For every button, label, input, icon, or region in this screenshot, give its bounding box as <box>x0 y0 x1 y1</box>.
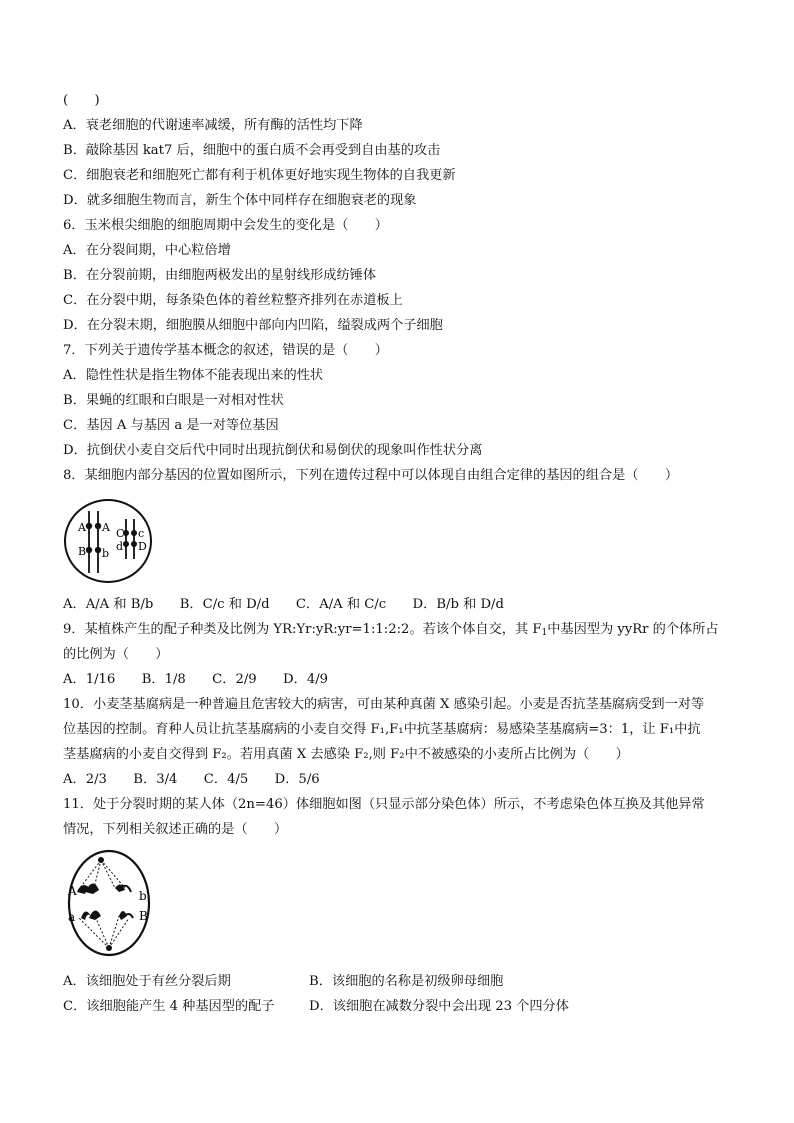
q10-stem-line2: 位基因的控制。育种人员让抗茎基腐病的小麦自交得 F₁,F₁中抗茎基腐病：易感染茎基腐病=3：1，让 F₁中抗 <box>63 722 701 737</box>
q11-options-row2 <box>63 995 569 1014</box>
q5-option-d: D．就多细胞生物而言，新生个体中同样存在细胞衰老的现象 <box>63 193 417 208</box>
q8-options: A．A/A 和 B/b B．C/c 和 D/d C．A/A 和 C/c D．B/b 和 D/d <box>63 597 504 612</box>
q7-option-a: A．隐性性状是指生物体不能表现出来的性状 <box>63 368 324 383</box>
q7-option-b: B．果蝇的红眼和白眼是一对相对性状 <box>63 393 284 408</box>
q11-option-b: B．该细胞的名称是初级卵母细胞 <box>309 974 504 989</box>
q6-stem: 6．玉米根尖细胞的细胞周期中会发生的变化是（ ） <box>63 218 388 233</box>
q5-option-b: B．敲除基因 kat7 后，细胞中的蛋白质不会再受到自由基的攻击 <box>63 143 441 158</box>
fig11-label-A: A <box>68 884 77 898</box>
fig8-label-D: D <box>138 540 147 553</box>
q6-option-a: A．在分裂间期，中心粒倍增 <box>63 243 231 258</box>
q7-option-c: C．基因 A 与基因 a 是一对等位基因 <box>63 418 279 433</box>
q9-stem-line1: 9．某植株产生的配子种类及比例为 YR:Yr:yR:yr=1:1:2:2。若该个体自交，其 $F_1$中基因型为 yyRr 的个体所占 <box>63 622 719 638</box>
q5-option-c: C．细胞衰老和细胞死亡都有利于机体更好地实现生物体的自我更新 <box>63 168 456 183</box>
q11-option-d: D．该细胞在减数分裂中会出现 23 个四分体 <box>309 999 569 1014</box>
fig11-label-b: b <box>139 889 147 903</box>
q7-option-d: D．抗倒伏小麦自交后代中同时出现抗倒伏和易倒伏的现象叫作性状分离 <box>63 443 483 458</box>
fig8-label-C: C <box>116 527 125 540</box>
q11-stem-line2: 情况，下列相关叙述正确的是（ ） <box>63 822 288 837</box>
q11-options-row1 <box>63 970 503 989</box>
fig8-label-c: c <box>138 527 145 540</box>
q6-option-c: C．在分裂中期，每条染色体的着丝粒整齐排列在赤道板上 <box>63 293 403 308</box>
fig8-label-b: b <box>102 547 110 560</box>
fig8-label-d: d <box>116 540 124 553</box>
fig8-label-A1: A <box>78 521 86 534</box>
q5-option-a: A．衰老细胞的代谢速率减缓，所有酶的活性均下降 <box>63 118 363 133</box>
q6-option-d: D．在分裂末期，细胞膜从细胞中部向内凹陷，缢裂成两个子细胞 <box>63 318 443 333</box>
q11-stem-line1: 11．处于分裂时期的某人体（2n=46）体细胞如图（只显示部分染色体）所示，不考虑染色体互换及其他异常 <box>63 797 705 812</box>
fig8-label-A2: A <box>102 521 110 534</box>
q10-stem-line3: 茎基腐病的小麦自交得到 F₂。若用真菌 X 去感染 F₂,则 F₂中不被感染的小麦所占比例为（ ） <box>63 747 629 762</box>
q11-cell-figure <box>63 848 159 958</box>
q9-stem-line2: 的比例为（ ） <box>63 647 169 662</box>
q11-option-a: A．该细胞处于有丝分裂后期 <box>63 974 231 989</box>
q8-stem: 8．某细胞内部分基因的位置如图所示，下列在遗传过程中可以体现自由组合定律的基因的组合是（ ） <box>63 468 679 483</box>
q10-options: A．2/3 B．3/4 C．4/5 D．5/6 <box>63 772 320 787</box>
paren-line: ( ) <box>63 93 100 108</box>
q8-cell-figure <box>63 497 155 585</box>
q6-option-b: B．在分裂前期，由细胞两极发出的星射线形成纺锤体 <box>63 268 377 283</box>
q11-option-c: C．该细胞能产生 4 种基因型的配子 <box>63 999 275 1014</box>
fig8-label-B: B <box>78 545 87 558</box>
fig11-label-B: B <box>139 909 148 923</box>
q7-stem: 7．下列关于遗传学基本概念的叙述，错误的是（ ） <box>63 343 388 358</box>
fig11-label-a: a <box>68 910 76 924</box>
q10-stem-line1: 10．小麦茎基腐病是一种普遍且危害较大的病害，可由某种真菌 X 感染引起。小麦是否抗茎基腐病受到一对等 <box>63 697 705 712</box>
q9-options: A．1/16 B．1/8 C．2/9 D．4/9 <box>63 672 329 687</box>
